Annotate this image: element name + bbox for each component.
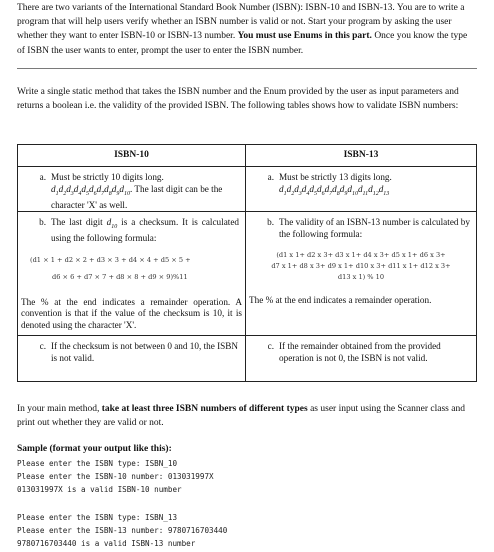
method-paragraph: Write a single static method that takes the ISBN number and the Enum provided by the user as input parameters and returns a boolean i.e. the validity of the provided ISBN. The following tables shows how to validate ISBN numbers: [17,87,459,112]
isbn13-rule-a [246,167,477,212]
intro-paragraph [17,1,472,58]
checksum-digit: $d_{10}$ [106,217,118,230]
formula-line: (d1 × 1 + d2 × 2 + d3 × 3 + d4 × 4 + d5 × 5 + [30,255,191,264]
isbn10-rule-c [18,336,246,382]
main-text-2: as user input using the Scanner class and print out whether they are valid or not. [17,404,465,429]
section-divider [17,68,477,69]
table-header-row [18,145,477,167]
rule-letter: b. [39,217,46,227]
formula-line: d6 × 6 + d7 × 7 + d8 × 8 + d9 × 9)%11 [52,272,188,281]
isbn10-rule-b [18,212,246,336]
rule-text: Must be strictly 13 digits long. [279,172,392,182]
rule-text: If the checksum is not between 0 and 10, the ISBN is not valid. [51,341,239,363]
formula-line: (d1 x 1+ d2 x 3+ d3 x 1+ d4 x 3+ d5 x 1+ d6 x 3+ [276,251,446,259]
digit-sequence: $d_1d_2d_3d_4d_5d_6d_7d_8d_9d_{10}$ [51,183,130,197]
main-bold-text: take at least three ISBN numbers of different types [101,404,308,414]
rule-letter: b. [267,217,274,227]
rule-letter: a. [39,172,46,182]
rule-text: Must be strictly 10 digits long. [51,172,164,182]
sample-title: Sample (format your output like this): [17,444,172,454]
main-method-paragraph [17,402,472,430]
table-row [18,336,477,382]
rule-text-cont: is a checksum. It is calculated using the following formula: [51,217,239,244]
intro-text-2: Once you know the type of ISBN the user wants to enter, prompt the user to enter the ISBN number. [17,31,468,56]
rule-letter: a. [267,172,274,182]
rule-text-cont: . The last digit can be the character 'X' as well. [51,183,223,210]
rule-text: The last digit [51,217,107,227]
formula-line: d13 x 1) % 10 [337,273,385,281]
table-row [18,167,477,212]
isbn13-rule-b [246,212,477,336]
main-text-1: In your main method, [17,404,102,414]
sample-output-isbn10: Please enter the ISBN type: ISBN_10 Please enter the ISBN-10 number: 013031997X 013031997X is a valid ISBN-10 number [17,459,214,494]
isbn13-header: ISBN-13 [246,145,477,167]
intro-bold-text: You must use Enums in this part. [237,31,372,42]
digit-sequence: $d_1d_2d_3d_4d_5d_6d_7d_8d_9d_{10}d_{11}d_{12}d_{13}$ [279,183,390,197]
rule-text: The validity of an ISBN-13 number is calculated by the following formula: [279,217,470,239]
intro-text-1: There are two variants of the International Standard Book Number (ISBN): ISBN-10 and ISBN-13. You are to write a program that will help users verify whether an ISBN number is valid or not. Start your program by asking the user whether they want to enter ISBN-10 or ISBN-13 number. [17,3,465,42]
isbn13-rule-c [246,336,477,382]
isbn13-formula [246,244,476,287]
isbn13-note: The % at the end indicates a remainder operation. [249,295,432,305]
rule-text: If the remainder obtained from the provided operation is not 0, the ISBN is not valid. [279,341,441,363]
table-row [18,212,477,336]
rule-letter: c. [39,341,46,352]
rule-letter: c. [267,341,274,352]
formula-line: d7 x 1+ d8 x 3+ d9 x 1+ d10 x 3+ d11 x 1+ d12 x 3+ [271,262,451,270]
sample-output-isbn13: Please enter the ISBN type: ISBN_13 Please enter the ISBN-13 number: 9780716703440 9780716703440 is a valid ISBN-13 number [17,513,228,548]
isbn10-formula [18,249,245,287]
isbn10-header: ISBN-10 [18,145,246,167]
isbn10-note: The % at the end indicates a remainder operation. A convention is that if the value of the checksum is 10, it is denoted using the character 'X'. [21,296,242,330]
isbn-validation-table [17,144,477,382]
isbn10-rule-a [18,167,246,212]
